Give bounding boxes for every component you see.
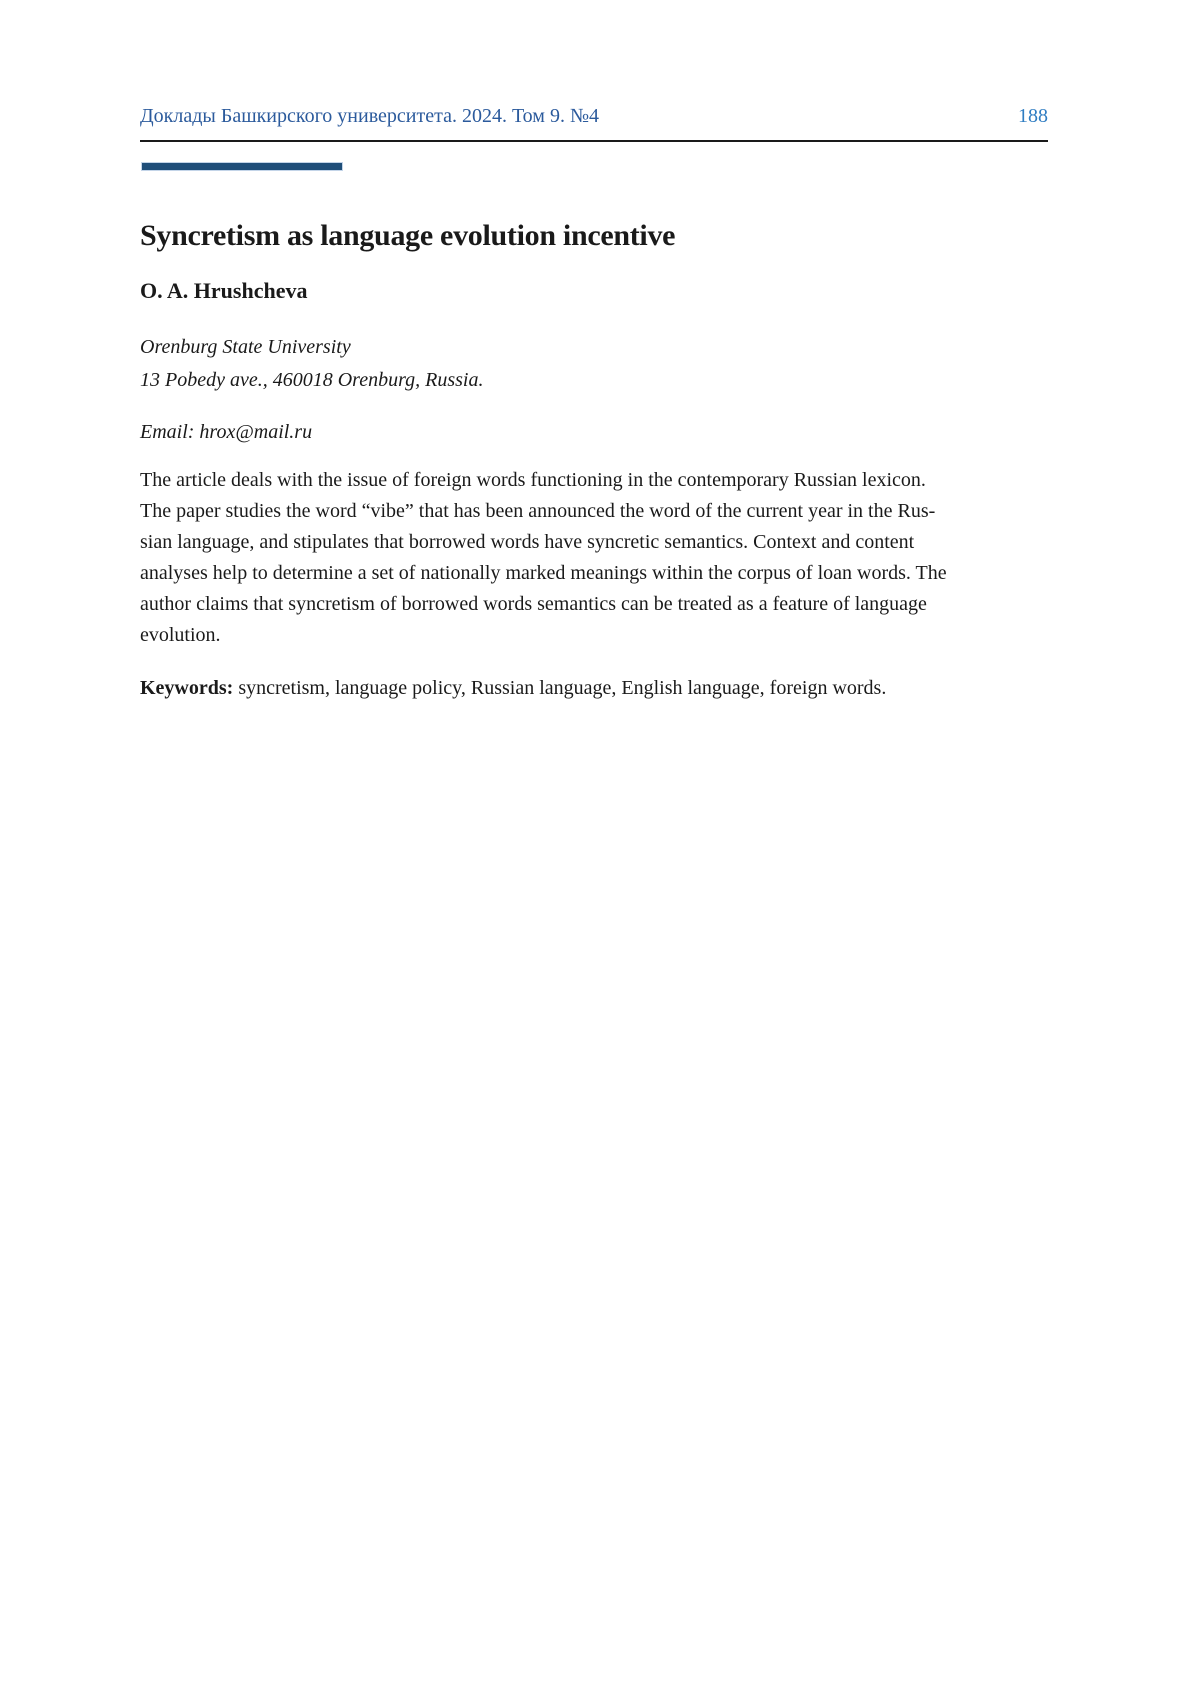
affiliation-line: 13 Pobedy ave., 460018 Orenburg, Russia. — [140, 369, 484, 391]
keywords-text: syncretism, language policy, Russian language, English language, foreign words. — [238, 677, 887, 699]
header-rule — [140, 140, 1048, 142]
keywords-label: Keywords: — [140, 677, 234, 699]
abstract-line: The article deals with the issue of foreign words functioning in the contemporary Russian lexicon. — [140, 469, 926, 491]
page-content — [140, 0, 1048, 704]
abstract-line: author claims that syncretism of borrowed words semantics can be treated as a feature of language — [140, 593, 927, 615]
abstract-line: sian language, and stipulates that borrowed words have syncretic semantics. Context and content — [140, 531, 915, 553]
affiliation-line: Orenburg State University — [140, 336, 351, 358]
abstract-line: evolution. — [140, 624, 221, 646]
page-number: 188 — [1018, 105, 1048, 127]
author-name: O. A. Hrushcheva — [140, 278, 308, 303]
accent-bar — [142, 163, 342, 170]
email-line: Email: hrox@mail.ru — [140, 421, 313, 443]
affiliation-block — [140, 331, 1048, 397]
journal-header-text: Доклады Башкирского университета. 2024. Том 9. №4 — [140, 105, 600, 127]
keywords-line — [140, 673, 1048, 704]
abstract-line: The paper studies the word “vibe” that has been announced the word of the current year in the Rus- — [140, 500, 936, 522]
abstract-paragraph — [140, 465, 1048, 651]
abstract-line: analyses help to determine a set of nationally marked meanings within the corpus of loan words. The — [140, 562, 947, 584]
running-header — [140, 0, 1048, 129]
article-title: Syncretism as language evolution incentive — [140, 219, 676, 252]
